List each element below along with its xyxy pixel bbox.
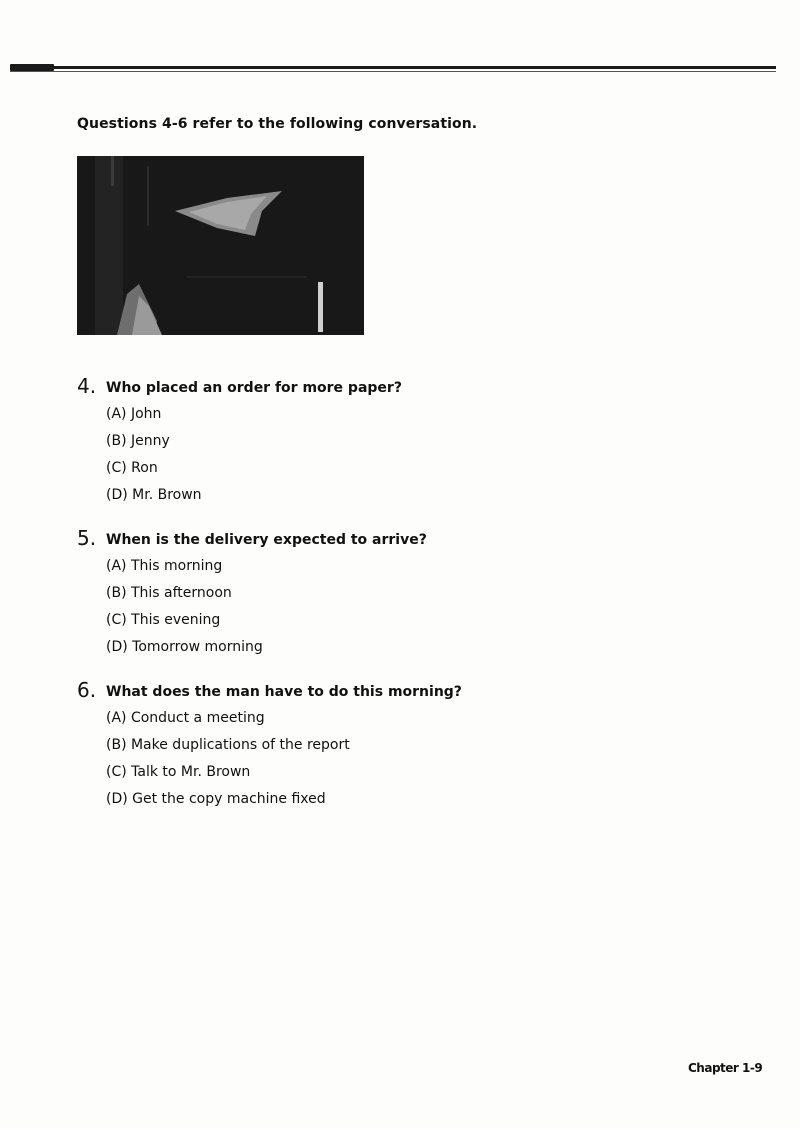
answer-option-a: (A) This morning — [106, 558, 223, 574]
answer-option-b: (B) This afternoon — [106, 585, 232, 601]
answer-option-c: (C) This evening — [106, 612, 221, 628]
question-text: What does the man have to do this morning? — [106, 684, 462, 700]
question-number: 5. — [77, 526, 97, 550]
answer-option-b: (B) Make duplications of the report — [106, 737, 350, 753]
question-text: Who placed an order for more paper? — [106, 380, 402, 396]
answer-option-a: (A) John — [106, 406, 162, 422]
question-text: When is the delivery expected to arrive? — [106, 532, 427, 548]
answer-option-d: (D) Get the copy machine fixed — [106, 791, 326, 807]
conversation-photo — [77, 156, 364, 335]
question-number: 6. — [77, 678, 97, 702]
answer-options — [106, 709, 350, 817]
section-heading: Questions 4-6 refer to the following conversation. — [77, 116, 478, 132]
answer-options — [106, 405, 202, 513]
page-footer: Chapter 1-9 — [688, 1061, 763, 1075]
answer-option-c: (C) Talk to Mr. Brown — [106, 764, 251, 780]
answer-option-d: (D) Mr. Brown — [106, 487, 202, 503]
answer-option-a: (A) Conduct a meeting — [106, 710, 265, 726]
answer-option-b: (B) Jenny — [106, 433, 170, 449]
header-rule — [10, 66, 776, 69]
answer-option-c: (C) Ron — [106, 460, 158, 476]
header-rule-thin — [10, 71, 776, 72]
question-number: 4. — [77, 374, 97, 398]
answer-option-d: (D) Tomorrow morning — [106, 639, 263, 655]
answer-options — [106, 557, 263, 665]
